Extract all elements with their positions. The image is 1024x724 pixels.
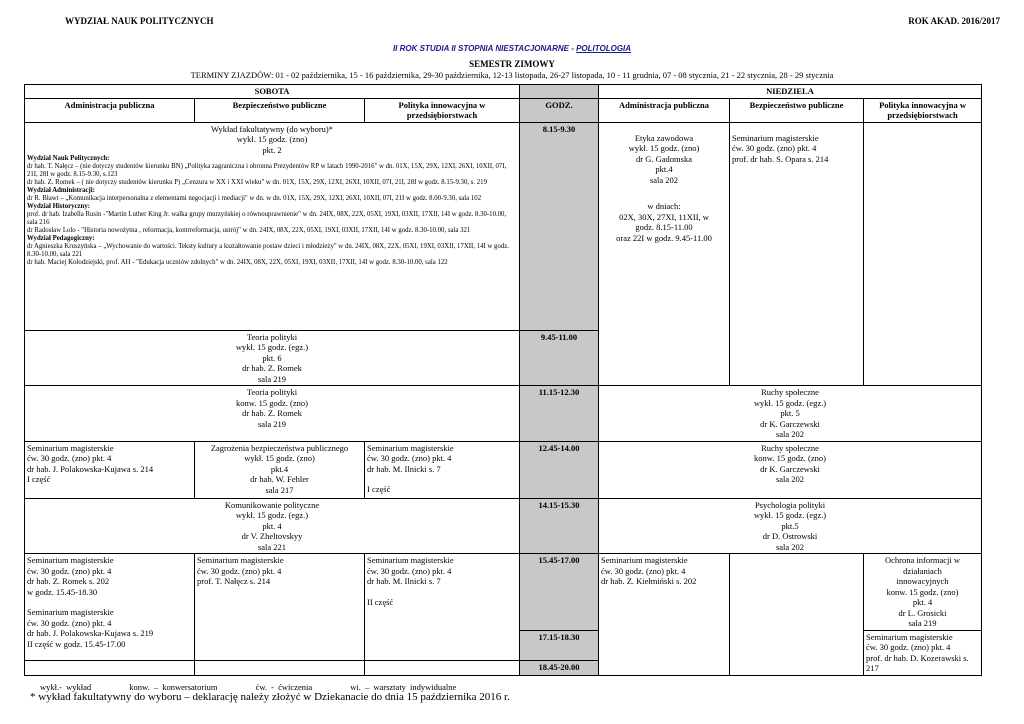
cell-line: ćw. 30 godz. (zno) pkt. 4 [367,453,452,463]
seminar-cell [599,554,730,676]
cell-line: pkt.4 [655,164,673,174]
cell-line: pkt. 6 [262,352,282,363]
title-field: POLITOLOGIA [576,44,632,53]
legend-item: wi. – warsztaty indywidualne [350,682,457,692]
time-slot: 8.15-9.30 [520,122,599,330]
cell-line: dr hab. M. Ilnicki s. 7 [367,576,441,586]
cell-line: Seminarium magisterskie [367,442,454,453]
time-slot: 18.45-20.00 [520,661,599,675]
seminar-cell [864,630,982,675]
empty-cell [25,661,195,675]
dept-heading: Wydział Historyczny: [27,203,90,210]
cell-line: Seminarium magisterskie [27,555,114,565]
table-row [25,122,982,330]
cell-line: dr K. Garczewski [760,463,820,474]
cell-line: oraz 22I w godz. 9.45-11.00 [616,232,712,243]
cell-line: dr V. Zheltovskyy [241,531,303,541]
cell-line: sala 219 [257,373,287,384]
cell-line: ćw. 30 godz. (zno) pkt. 4 [601,565,686,576]
course-cell [599,498,982,554]
course-cell [599,441,982,498]
cell-line: I część [27,474,51,484]
day-header-row [25,85,982,99]
cell-line: ćw. 30 godz. (zno) pkt. 4 [27,617,112,628]
cell-line: godz. 8.15-11.00 [635,222,693,232]
cell-line: Seminarium magisterskie [27,442,114,453]
seminar-cell [365,441,520,498]
cell-line: Seminarium magisterskie [197,555,284,565]
seminar-cell [25,441,195,498]
cell-line: w dniach: [647,201,681,211]
cell-line: wykł. 15 godz. (egz.) [235,342,309,352]
cell-line: wykł. 15 godz. (zno) [236,134,308,144]
table-row [25,554,982,631]
cell-line: wykł. 15 godz. (egz.) [235,510,309,520]
time-col-header: GODZ. [520,98,599,122]
dept-heading: Wydział Administracji: [27,187,95,194]
dept-heading: Wydział Nauk Politycznych: [27,155,110,162]
cell-line: Teoria polityki [246,387,298,397]
saturday-header: SOBOTA [25,85,520,99]
sat-col-admin: Administracja publiczna [25,98,195,122]
course-cell [25,386,520,442]
cell-line: Ochrona informacji w działaniach [884,555,961,576]
course-cell [864,554,982,631]
sunday-header: NIEDZIELA [599,85,982,99]
empty-cell [864,122,982,386]
cell-line: dr L. Grosicki [898,607,947,618]
cell-line: konw. 15 godz. (zno) [886,586,959,597]
table-row [25,386,982,442]
time-header-blank [520,85,599,99]
sat-col-pol: Polityka innowacyjna w przedsiębiorstwach [365,98,520,122]
cell-line: dr D. Ostrowski [762,531,818,541]
cell-line: dr hab. Z. Romek [242,408,302,418]
cell-line: wykł. 15 godz. (zno) [628,143,700,153]
cell-line: dr hab. M. Ilnicki s. 7 [367,463,441,474]
cell-line: dr G. Gadomska [636,153,692,164]
cell-line: ćw. 30 godz. (zno) pkt. 4 [866,642,951,652]
faculty-name: WYDZIAŁ NAUK POLITYCZNYCH [65,16,214,26]
cell-line: pkt.5 [781,520,799,531]
time-slot: 11.15-12.30 [520,386,599,442]
cell-line: ćw. 30 godz. (zno) pkt. 4 [732,143,817,153]
cell-line: Wykład fakultatywny (do wyboru)* [210,123,333,134]
cell-line: sala 202 [775,541,805,552]
cell-line: Seminarium magisterskie [601,555,688,565]
cell-line: sala 221 [257,541,287,552]
cell-line: 02X, 30X, 27XI, 11XII, w [619,211,709,222]
cell-line: wykł. 15 godz. (zno) [244,453,315,463]
cell-line: ćw. 30 godz. (zno) pkt. 4 [27,453,112,463]
column-header-row [25,98,982,122]
empty-cell [365,661,520,675]
cell-line: Psychologia polityki [754,499,826,510]
cell-line: sala 202 [775,429,805,439]
cell-line: konw. 15 godz. (zno) [236,397,308,408]
elective-entry: dr hab. T. Nałęcz – (nie dotyczy studentów kierunku BN) „Polityka zagraniczna i obronna Prezydentów RP w latach 1990-2016" w dn. 01X, 15X, 29X, 12XI, 26XI, 10XII, 07I, 21I, 28I w godz. 8.15-9.30, s.123 [27,163,507,178]
cell-line: Ruchy społeczne [761,442,819,453]
cell-line: Seminarium magisterskie [367,555,454,565]
cell-line: prof. dr hab. D. Kozerawski s. 217 [866,652,969,673]
legend-item: ćw. - ćwiczenia [255,682,313,692]
cell-line: sala 219 [257,418,287,429]
cell-line: II część w godz. 15.45-17.00 [27,638,126,649]
empty-cell [195,661,365,675]
cell-line: dr hab. J. Polakowska-Kujawa s. 219 [27,628,154,638]
cell-line: dr hab. Z. Kiełmiński s. 202 [601,576,697,586]
time-slot: 15.45-17.00 [520,554,599,631]
course-cell [599,386,982,442]
dept-heading: Wydział Pedagogiczny: [27,235,95,242]
schedule-table [24,84,982,676]
empty-cell [730,554,864,676]
cell-line: pkt. 2 [262,144,282,155]
cell-line: I część [367,484,391,494]
cell-line: innowacyjnych [896,576,949,586]
cell-line: sala 217 [265,484,294,495]
cell-line: pkt. 4 [912,597,933,607]
legend-item: konw. – konwersatorium [129,682,218,692]
cell-line: dr K. Garczewski [760,418,820,429]
seminar-cell [195,554,365,661]
elective-entry: dr Radosław Lolo - "Historia nowożytna , reformacja, kontrreformacja, ustrój" w dn. 24IX, 08X, 22X, 05XI, 19XI, 03XII, 17XII, 14I w godz. 8.30-10.00, sala 321 [27,227,471,234]
cell-line: Zagrożenia bezpieczeństwa publicznego [210,442,349,453]
cell-line: w godz. 15.45-18.30 [27,586,98,597]
cell-line: pkt.4 [270,463,289,474]
title-prefix: II ROK STUDIA II STOPNIA NIESTACJONARNE - [392,44,577,53]
cell-line: dr hab. Z. Romek s. 202 [27,576,110,586]
cell-line: prof. T. Nałęcz s. 214 [197,576,271,586]
sun-col-bezp: Bezpieczeństwo publiczne [730,98,864,122]
cell-line: wykł. 15 godz. (egz.) [753,510,827,520]
elective-entry: prof. dr hab. Izabella Rusin -"Martin Luther King Jr. walka grupy murzyńskiej o równouprawnienie" w dn. 24IX, 08X, 22X, 05XI, 19XI, 03XII, 17XII, 14I w godz. 8.30-10.00, sala 216 [27,211,507,226]
cell-line: sala 202 [649,174,679,185]
academic-year: ROK AKAD. 2016/2017 [908,16,1000,26]
elective-entry: dr hab. Z. Romek – ( nie dotyczy studentów kierunku P) „Cenzura w XX i XXI wieku" w dn. 01X, 15X, 29X, 12XI, 26XI, 10XII, 07I, 21I, 28I w godz. 8.15-9.30, s. 219 [27,179,487,186]
table-row [25,441,982,498]
cell-line: dr hab. Z. Romek [242,363,302,373]
cell-line: dr hab. J. Polakowska-Kujawa s. 214 [27,463,154,474]
cell-line: dr hab. W. Fehler [250,474,309,484]
cell-line: Seminarium magisterskie [866,631,953,642]
elective-lecture-cell [25,122,520,330]
seminar-cell [730,122,864,386]
course-cell [25,498,520,554]
time-slot: 17.15-18.30 [520,630,599,661]
footnote: * wykład fakultatywny do wyboru – deklarację należy złożyć w Dziekanacie do dnia 15 października 2016 r. [30,691,510,703]
cell-line: II część [367,596,394,607]
time-slot: 14.15-15.30 [520,498,599,554]
cell-line: ćw. 30 godz. (zno) pkt. 4 [27,565,112,576]
cell-line: pkt. 4 [262,520,282,531]
seminar-cell [25,554,195,661]
document-title [0,44,1024,53]
cell-line: sala 219 [908,618,937,628]
cell-line: Teoria polityki [246,331,298,342]
cell-line: ćw. 30 godz. (zno) pkt. 4 [197,565,282,576]
meeting-dates: TERMINY ZJAZDÓW: 01 - 02 października, 15 - 16 października, 29-30 października, 12-13 listopada, 26-27 listopada, 10 - 11 grudnia, 07 - 08 stycznia, 21 - 22 stycznia, 28 - 29 stycznia [190,70,834,80]
elective-entry: dr Agnieszka Kruszyńska – „Wychowanie do wartości. Teksty kultury a kształtowanie postaw dzieci i młodzieży" w dn. 24IX, 08X, 22X, 05XI, 19XI, 03XII, 17XII, 14I w godz. 8.30-10.00, sala 221 [27,243,509,258]
legend-item: wykł.- wykład [40,682,92,692]
cell-line: pkt. 5 [780,408,800,418]
seminar-cell [365,554,520,661]
time-slot: 9.45-11.00 [520,330,599,386]
cell-line: Ruchy społeczne [761,387,819,397]
cell-line: Seminarium magisterskie [732,132,819,143]
sun-col-admin: Administracja publiczna [599,98,730,122]
cell-line: konw. 15 godz. (zno) [754,453,826,463]
cell-line: prof. dr hab. S. Opara s. 214 [732,153,829,164]
cell-line: Seminarium magisterskie [27,607,114,617]
cell-line: Komunikowanie polityczne [224,499,320,510]
cell-line: wykł. 15 godz. (egz.) [753,397,827,408]
table-row [25,498,982,554]
course-cell [195,441,365,498]
cell-line: Etyka zawodowa [634,132,694,143]
time-slot: 12.45-14.00 [520,441,599,498]
sat-col-bezp: Bezpieczeństwo publiczne [195,98,365,122]
semester-label: SEMESTR ZIMOWY [469,59,555,69]
course-cell [25,330,520,386]
cell-line: sala 202 [775,474,805,484]
ethics-course-cell [599,122,730,386]
sun-col-pol: Polityka innowacyjna w przedsiębiorstwach [864,98,982,122]
cell-line: ćw. 30 godz. (zno) pkt. 4 [367,565,452,576]
elective-entry: dr R. Bławt – „Komunikacja interpersonalna z elementami negocjacji i mediacji" w dn. w dn. 01X, 15X, 29X, 12XI, 26XI, 10XII, 07I, 21I w godz. 8.00-9.30, sala 102 [27,195,482,202]
elective-entry: dr hab. Maciej Kołodziejski, prof. AH - "Edukacja uczniów zdolnych" w dn. 24IX, 08X, 22X, 05XI, 19XI, 03XII, 17XII, 14I w godz. 8.30-10.00, sala 122 [27,259,448,266]
